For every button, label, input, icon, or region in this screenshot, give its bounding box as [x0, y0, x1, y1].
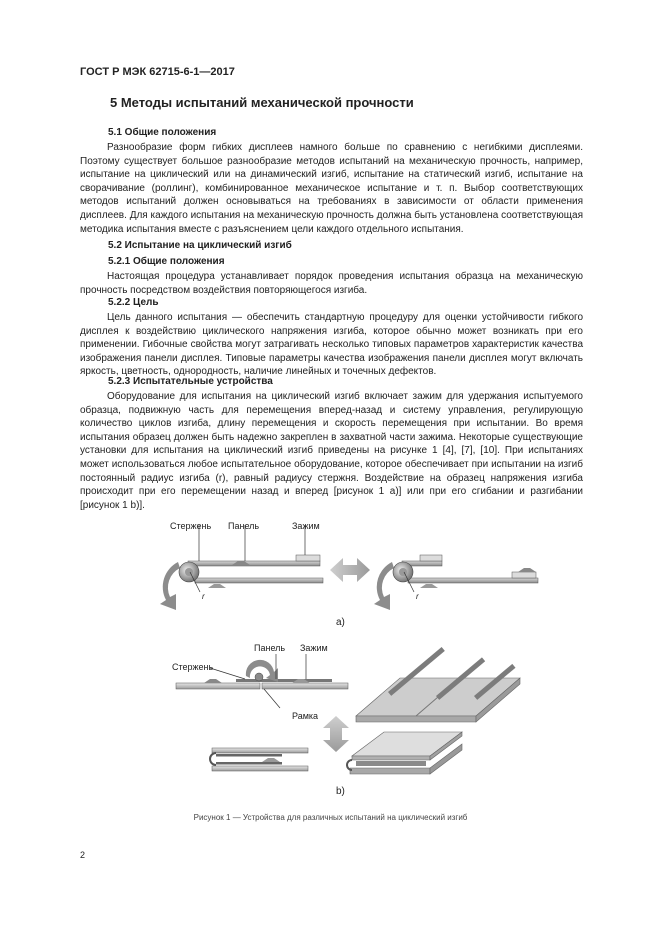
panel-bar-left — [188, 561, 320, 566]
double-arrow-vertical — [323, 716, 349, 752]
clamp-right — [512, 572, 536, 578]
rotation-arrow-right — [374, 562, 394, 610]
clamp-left — [296, 555, 320, 561]
double-arrow-horizontal — [330, 558, 370, 582]
figure-caption: Рисунок 1 — Устройства для различных испытаний на циклический изгиб — [193, 813, 468, 822]
label-rod-a: Стержень — [170, 521, 212, 531]
rotation-arrow-left — [160, 562, 180, 610]
panel-bar-right — [408, 578, 538, 583]
label-panel-b: Панель — [254, 643, 286, 653]
page-number: 2 — [80, 850, 86, 860]
paragraph-5-2-1: Настоящая процедура устанавливает порядок проведения испытания образца на механическую прочность посредством воздействия повторяющегося изгиба. — [80, 271, 583, 296]
section-title: 5 Методы испытаний механической прочности — [110, 95, 414, 110]
label-radius-right: r — [416, 592, 419, 601]
label-rod-b: Стержень — [172, 662, 214, 672]
label-clamp-a: Зажим — [292, 521, 320, 531]
figure-1a-diagram — [0, 520, 661, 640]
paragraph-5-2-2: Цель данного испытания — обеспечить стандартную процедуру для оценки устойчивости гибкого дисплея к воздействию циклического напряжения изгиба, которое обычно может возникать при его применении. Гибочные свойства могут затрагивать несколько типовых параметров характеристик качества изображения панели дисплея. Типовые параметры качества изображения панели дисплея могут включать яркость, цветность, однородность, наличие линейных и точечных дефектов. — [80, 312, 583, 378]
paragraph-5-2-3: Оборудование для испытания на циклический изгиб включает зажим для удержания испытуемого образца, подвижную часть для перемещения вперед-назад и систему управления, регулирующую количество циклов изгиба, длину перемещения и скорость перемещения при испытании. Во время испытания образец должен быть надежно закреплен в захватной части зажима. Некоторые существующие установки для испытания на циклический изгиб приведены на рисунке 1 [4], [7], [10]. При испытаниях может использоваться любое испытательное оборудование, которое обеспечивает при испытании на изгиб постоянный радиус изгиба (r), равный радиусу стержня. Воздействие на образец напряжения изгиба происходит при его перемещении назад и вперед [рисунок 1 a)] или при его сгибании и разгибании [рисунок 1 b)]. — [80, 391, 583, 511]
subfigure-b-label: b) — [336, 786, 345, 797]
heading-5-2-1: 5.2.1 Общие положения — [108, 256, 225, 267]
label-clamp-b: Зажим — [300, 643, 328, 653]
heading-5-2: 5.2 Испытание на циклический изгиб — [108, 240, 292, 251]
base-plate-left — [176, 683, 260, 689]
subfigure-a-label: a) — [336, 617, 345, 628]
heading-5-1: 5.1 Общие положения — [108, 127, 217, 138]
paragraph-5-1: Разнообразие форм гибких дисплеев намного больше по сравнению с негибкими дисплеями. Поэтому существует большое разнообразие методов испытаний на механическую прочность, например, испытание на циклический или на динамический изгиб, испытание на статический изгиб, испытание на сворачивание (роллинг), комбинированное механическое испытание и т. п. Выбор соответствующих методов испытаний должен основываться на требованиях в зависимости от области применения дисплеев. Для каждого испытания на механическую прочность должна быть установлена соответствующая методика испытания вместе с разъяснением цели каждого отдельного испытания. — [80, 142, 583, 235]
label-panel-a: Панель — [228, 521, 260, 531]
figure-1b-diagram — [0, 640, 661, 790]
label-frame-b: Рамка — [292, 711, 319, 721]
label-radius-left: r — [202, 592, 205, 601]
heading-5-2-2: 5.2.2 Цель — [108, 297, 159, 308]
rod-b — [255, 673, 263, 681]
document-id: ГОСТ Р МЭК 62715-6-1—2017 — [80, 66, 235, 78]
heading-5-2-3: 5.2.3 Испытательные устройства — [108, 376, 273, 387]
base-plate-right — [262, 683, 348, 689]
